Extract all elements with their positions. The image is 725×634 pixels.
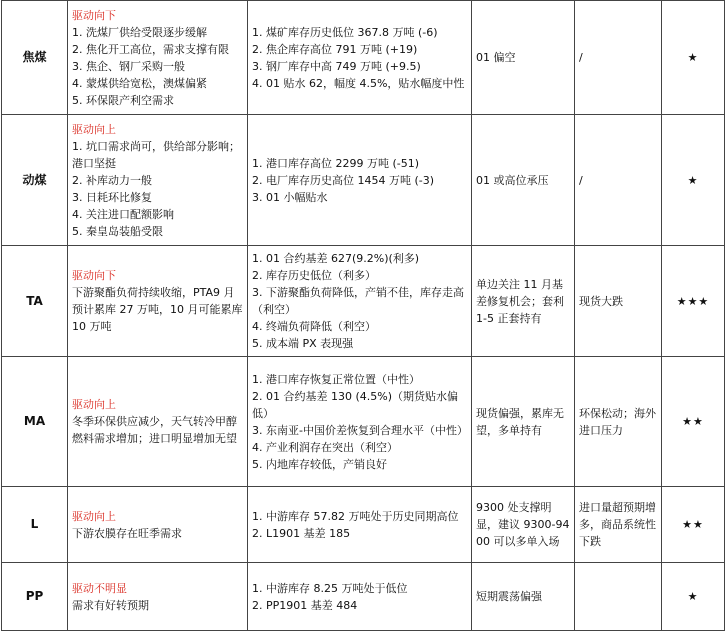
inventory-item: 3. 东南亚-中国价差恢复到合理水平（中性） [252, 423, 468, 437]
drive-direction: 驱动向下 [72, 8, 116, 22]
rating-stars: ★★★ [662, 246, 725, 357]
risk-cell: / [575, 1, 662, 115]
drive-factors-cell [68, 563, 248, 631]
inventory-basis-cell [248, 563, 472, 631]
strategy-cell: 01 偏空 [472, 1, 575, 115]
factor-item: 5. 秦皇岛装船受限 [72, 224, 163, 238]
factor-item: 2. 补库动力一般 [72, 173, 152, 187]
drive-direction: 驱动向上 [72, 398, 116, 411]
drive-direction: 驱动不明显 [72, 581, 127, 595]
drive-factors-cell [68, 487, 248, 563]
inventory-item: 2. 电厂库存历史高位 1454 万吨 (-3) [252, 173, 435, 187]
rating-stars: ★ [662, 115, 725, 246]
factor-item: 下游聚酯负荷持续收缩，PTA9 月预计累库 27 万吨，10 月可能累库 10 万吨 [72, 286, 243, 333]
risk-cell: 进口量超预期增多，商品系统性下跌 [575, 487, 662, 563]
factor-item: 3. 日耗环比修复 [72, 190, 152, 204]
commodity-name: 动煤 [2, 115, 68, 246]
strategy-cell: 01 或高位承压 [472, 115, 575, 246]
inventory-item: 4. 产业利润存在突出（利空） [252, 440, 398, 454]
inventory-item: 2. 焦企库存高位 791 万吨 (+19) [252, 42, 418, 56]
rating-stars: ★ [662, 1, 725, 115]
strategy-cell: 单边关注 11 月基差修复机会；套利 1-5 正套持有 [472, 246, 575, 357]
inventory-item: 3. 01 小幅贴水 [252, 190, 328, 204]
rating-stars: ★★ [662, 357, 725, 487]
table-row [2, 1, 725, 115]
inventory-basis-cell [248, 115, 472, 246]
factor-item: 3. 焦企、钢厂采购一般 [72, 59, 185, 73]
factor-item: 1. 坑口需求尚可，供给部分影响；港口坚挺 [72, 139, 240, 170]
drive-factors-cell [68, 1, 248, 115]
inventory-basis-cell [248, 487, 472, 563]
drive-factors-cell [68, 246, 248, 357]
strategy-cell: 9300 处支撑明显，建议 9300-9400 可以多单入场 [472, 487, 575, 563]
table-body [2, 1, 725, 631]
inventory-basis-cell [248, 246, 472, 357]
drive-factors-cell [68, 115, 248, 246]
rating-stars: ★★ [662, 487, 725, 563]
table-row [2, 487, 725, 563]
inventory-basis-cell [248, 357, 472, 487]
inventory-item: 2. 01 合约基差 130 (4.5%)（期货贴水偏低） [252, 389, 459, 420]
rating-stars: ★ [662, 563, 725, 631]
drive-direction: 驱动向下 [72, 269, 116, 282]
strategy-cell: 现货偏强，累库无望，多单持有 [472, 357, 575, 487]
factor-item: 1. 洗煤厂供给受限逐步缓解 [72, 25, 207, 39]
factor-item: 2. 焦化开工高位，需求支撑有限 [72, 42, 229, 56]
inventory-basis-cell [248, 1, 472, 115]
inventory-item: 5. 成本端 PX 表现强 [252, 337, 354, 350]
factor-item: 4. 关注进口配额影响 [72, 207, 174, 221]
factor-item: 4. 蒙煤供给宽松，澳煤偏紧 [72, 76, 207, 90]
inventory-item: 2. 库存历史低位（利多） [252, 269, 376, 282]
commodity-name: 焦煤 [2, 1, 68, 115]
inventory-item: 4. 01 贴水 62，幅度 4.5%，贴水幅度中性 [252, 76, 465, 90]
risk-cell: 环保松动；海外进口压力 [575, 357, 662, 487]
drive-direction: 驱动向上 [72, 509, 116, 523]
commodity-name: MA [2, 357, 68, 487]
table-row [2, 563, 725, 631]
inventory-item: 1. 中游库存 57.82 万吨处于历史同期高位 [252, 509, 459, 523]
inventory-item: 4. 终端负荷降低（利空） [252, 320, 376, 333]
factor-item: 需求有好转预期 [72, 598, 149, 612]
inventory-item: 5. 内地库存较低，产销良好 [252, 457, 387, 471]
inventory-item: 3. 钢厂库存中高 749 万吨 (+9.5) [252, 59, 421, 73]
drive-factors-cell [68, 357, 248, 487]
strategy-cell: 短期震荡偏强 [472, 563, 575, 631]
inventory-item: 1. 中游库存 8.25 万吨处于低位 [252, 581, 408, 595]
drive-direction: 驱动向上 [72, 122, 116, 136]
inventory-item: 1. 港口库存恢复正常位置（中性） [252, 372, 420, 386]
commodity-name: TA [2, 246, 68, 357]
commodity-name: L [2, 487, 68, 563]
inventory-item: 2. L1901 基差 185 [252, 526, 351, 540]
inventory-item: 1. 01 合约基差 627(9.2%)(利多) [252, 252, 420, 265]
commodity-name: PP [2, 563, 68, 631]
risk-cell: 现货大跌 [575, 246, 662, 357]
factor-item: 冬季环保供应减少，天气转冷甲醇燃料需求增加；进口明显增加无望 [72, 415, 237, 445]
inventory-item: 3. 下游聚酯负荷降低，产销不佳，库存走高（利空） [252, 286, 464, 316]
table-row [2, 357, 725, 487]
risk-cell [575, 563, 662, 631]
table-row [2, 246, 725, 357]
table-row [2, 115, 725, 246]
commodity-table [1, 0, 725, 631]
inventory-item: 1. 港口库存高位 2299 万吨 (-51) [252, 156, 420, 170]
factor-item: 5. 环保限产利空需求 [72, 93, 174, 107]
inventory-item: 2. PP1901 基差 484 [252, 598, 358, 612]
risk-cell: / [575, 115, 662, 246]
inventory-item: 1. 煤矿库存历史低位 367.8 万吨 (-6) [252, 25, 438, 39]
factor-item: 下游农膜存在旺季需求 [72, 526, 182, 540]
